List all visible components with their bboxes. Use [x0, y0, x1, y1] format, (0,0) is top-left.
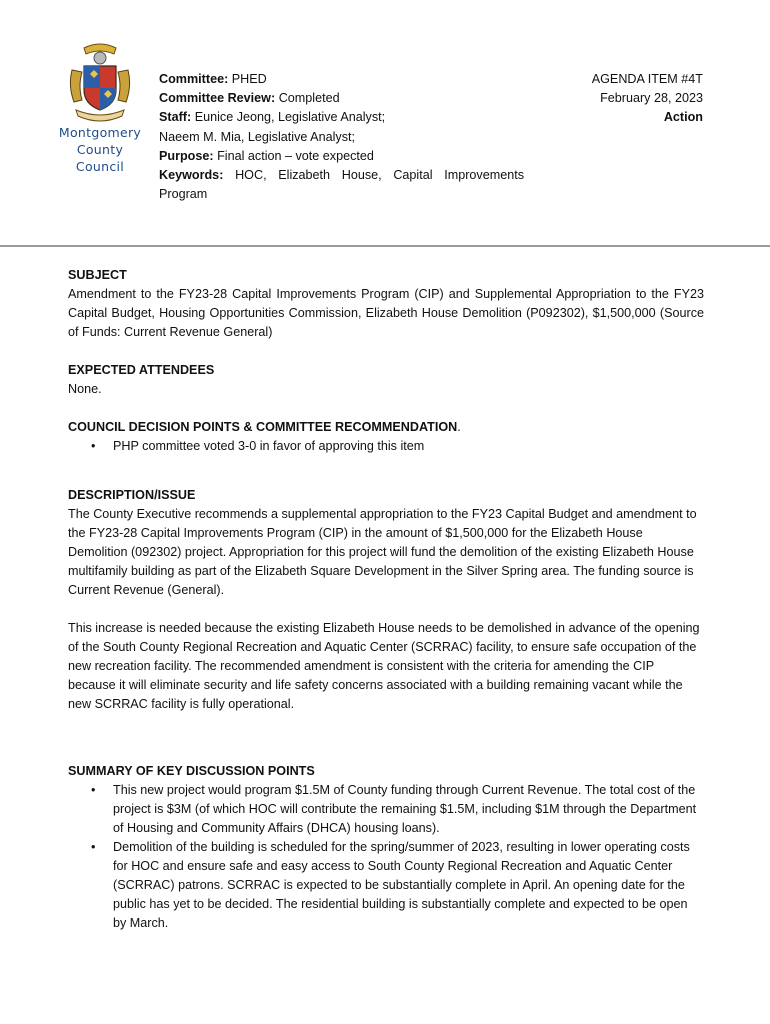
description-paragraph-2: This increase is needed because the existing Elizabeth House needs to be demolished in advance of the opening of the South County Regional Recreation and Aquatic Center (SCRRAC) facility, to ensure safe occupation of the new recreation facility. The recommended amendment is consistent with the criteria for amending the CIP because it will eliminate security and life safety concerns associated with a building remaining vacant while the new SCRRAC facility is fully operational. [68, 621, 700, 711]
summary-bullets [68, 781, 704, 933]
summary-bullet-text-2: Demolition of the building is scheduled for the spring/summer of 2023, resulting in lower operating costs for HOC and ensure safe and easy access to South County Regional Recreation and Aquatic Center (SCRRAC) patrons. SCRRAC is expected to be substantially complete in April. An opening date for the public has yet to be decided. The residential building is substantially complete and expected to be open by March. [113, 840, 690, 930]
agenda-action: Action [663, 110, 703, 125]
description-section [68, 486, 704, 714]
staff-value-1: Eunice Jeong, Legislative Analyst; [194, 110, 386, 125]
summary-section [68, 762, 704, 933]
subject-text: Amendment to the FY23-28 Capital Improvements Program (CIP) and Supplemental Appropriation to the FY23 Capital Budget, Housing Opportunities Commission, Elizabeth House Demolition (P092302), $1,500,000 (Source of Funds: Current Revenue General) [68, 287, 704, 339]
agenda-info [592, 70, 703, 128]
bullet-icon: • [91, 840, 96, 854]
keywords-label: Keywords: [159, 168, 224, 183]
staff-line [159, 108, 524, 127]
review-label: Committee Review: [159, 91, 276, 106]
meeting-meta [159, 70, 524, 204]
summary-bullet-text-1: This new project would program $1.5M of County funding through Current Revenue. The total cost of the project is $3M (of which HOC will contribute the remaining $1.5M, including $1M through the Department of Housing and Community Affairs (DHCA) housing loans). [113, 783, 697, 835]
county-seal-icon [60, 40, 140, 124]
description-heading: DESCRIPTION/ISSUE [68, 488, 196, 502]
staff-line-2 [159, 128, 524, 147]
decision-heading-suffix: . [457, 420, 461, 434]
decision-bullet-text: PHP committee voted 3-0 in favor of approving this item [113, 439, 425, 453]
bullet-icon: • [91, 783, 96, 797]
keywords-line [159, 166, 524, 204]
review-value: Completed [278, 91, 340, 106]
header-divider [0, 245, 770, 247]
committee-label: Committee: [159, 72, 229, 86]
list-item [91, 838, 704, 933]
review-line [159, 89, 524, 108]
decision-bullets [68, 437, 704, 456]
list-item [91, 437, 704, 456]
purpose-label: Purpose: [159, 148, 214, 163]
list-item [91, 781, 704, 838]
committee-line [159, 70, 524, 89]
decision-heading: COUNCIL DECISION POINTS & COMMITTEE RECOMMENDATION [68, 420, 458, 434]
bullet-icon: • [91, 439, 96, 453]
attendees-heading: EXPECTED ATTENDEES [68, 363, 215, 377]
summary-heading: SUMMARY OF KEY DISCUSSION POINTS [68, 764, 315, 778]
subject-heading: SUBJECT [68, 268, 127, 282]
staff-value-2: Naeem M. Mia, Legislative Analyst; [159, 129, 355, 144]
logo-text-line1: Montgomery [58, 125, 142, 140]
description-paragraph-1: The County Executive recommends a supplemental appropriation to the FY23 Capital Budget and amendment to the FY23-28 Capital Improvements Program (CIP) in the amount of $1,500,000 for the Elizabeth House Demolition (092302) project. Appropriation for this project will fund the demolition of the existing Elizabeth House multifamily building as part of the Elizabeth Square Development in the Silver Spring area. The funding source is Current Revenue (General). [68, 507, 697, 597]
county-seal-logo [52, 40, 148, 174]
subject-section [68, 266, 704, 342]
purpose-value: Final action – vote expected [217, 148, 374, 163]
decision-heading-line [68, 418, 704, 437]
decision-section [68, 418, 704, 456]
logo-text-line2: County Council [75, 142, 125, 174]
document-body [68, 266, 704, 933]
keywords-value: HOC, Elizabeth House, Capital Improvements Program [159, 168, 524, 202]
attendees-section [68, 361, 704, 399]
purpose-line [159, 147, 524, 166]
attendees-text: None. [68, 382, 102, 396]
staff-label: Staff: [159, 110, 192, 125]
committee-value: PHED [231, 72, 267, 86]
agenda-date: February 28, 2023 [600, 91, 703, 106]
agenda-item: AGENDA ITEM #4T [591, 72, 703, 86]
